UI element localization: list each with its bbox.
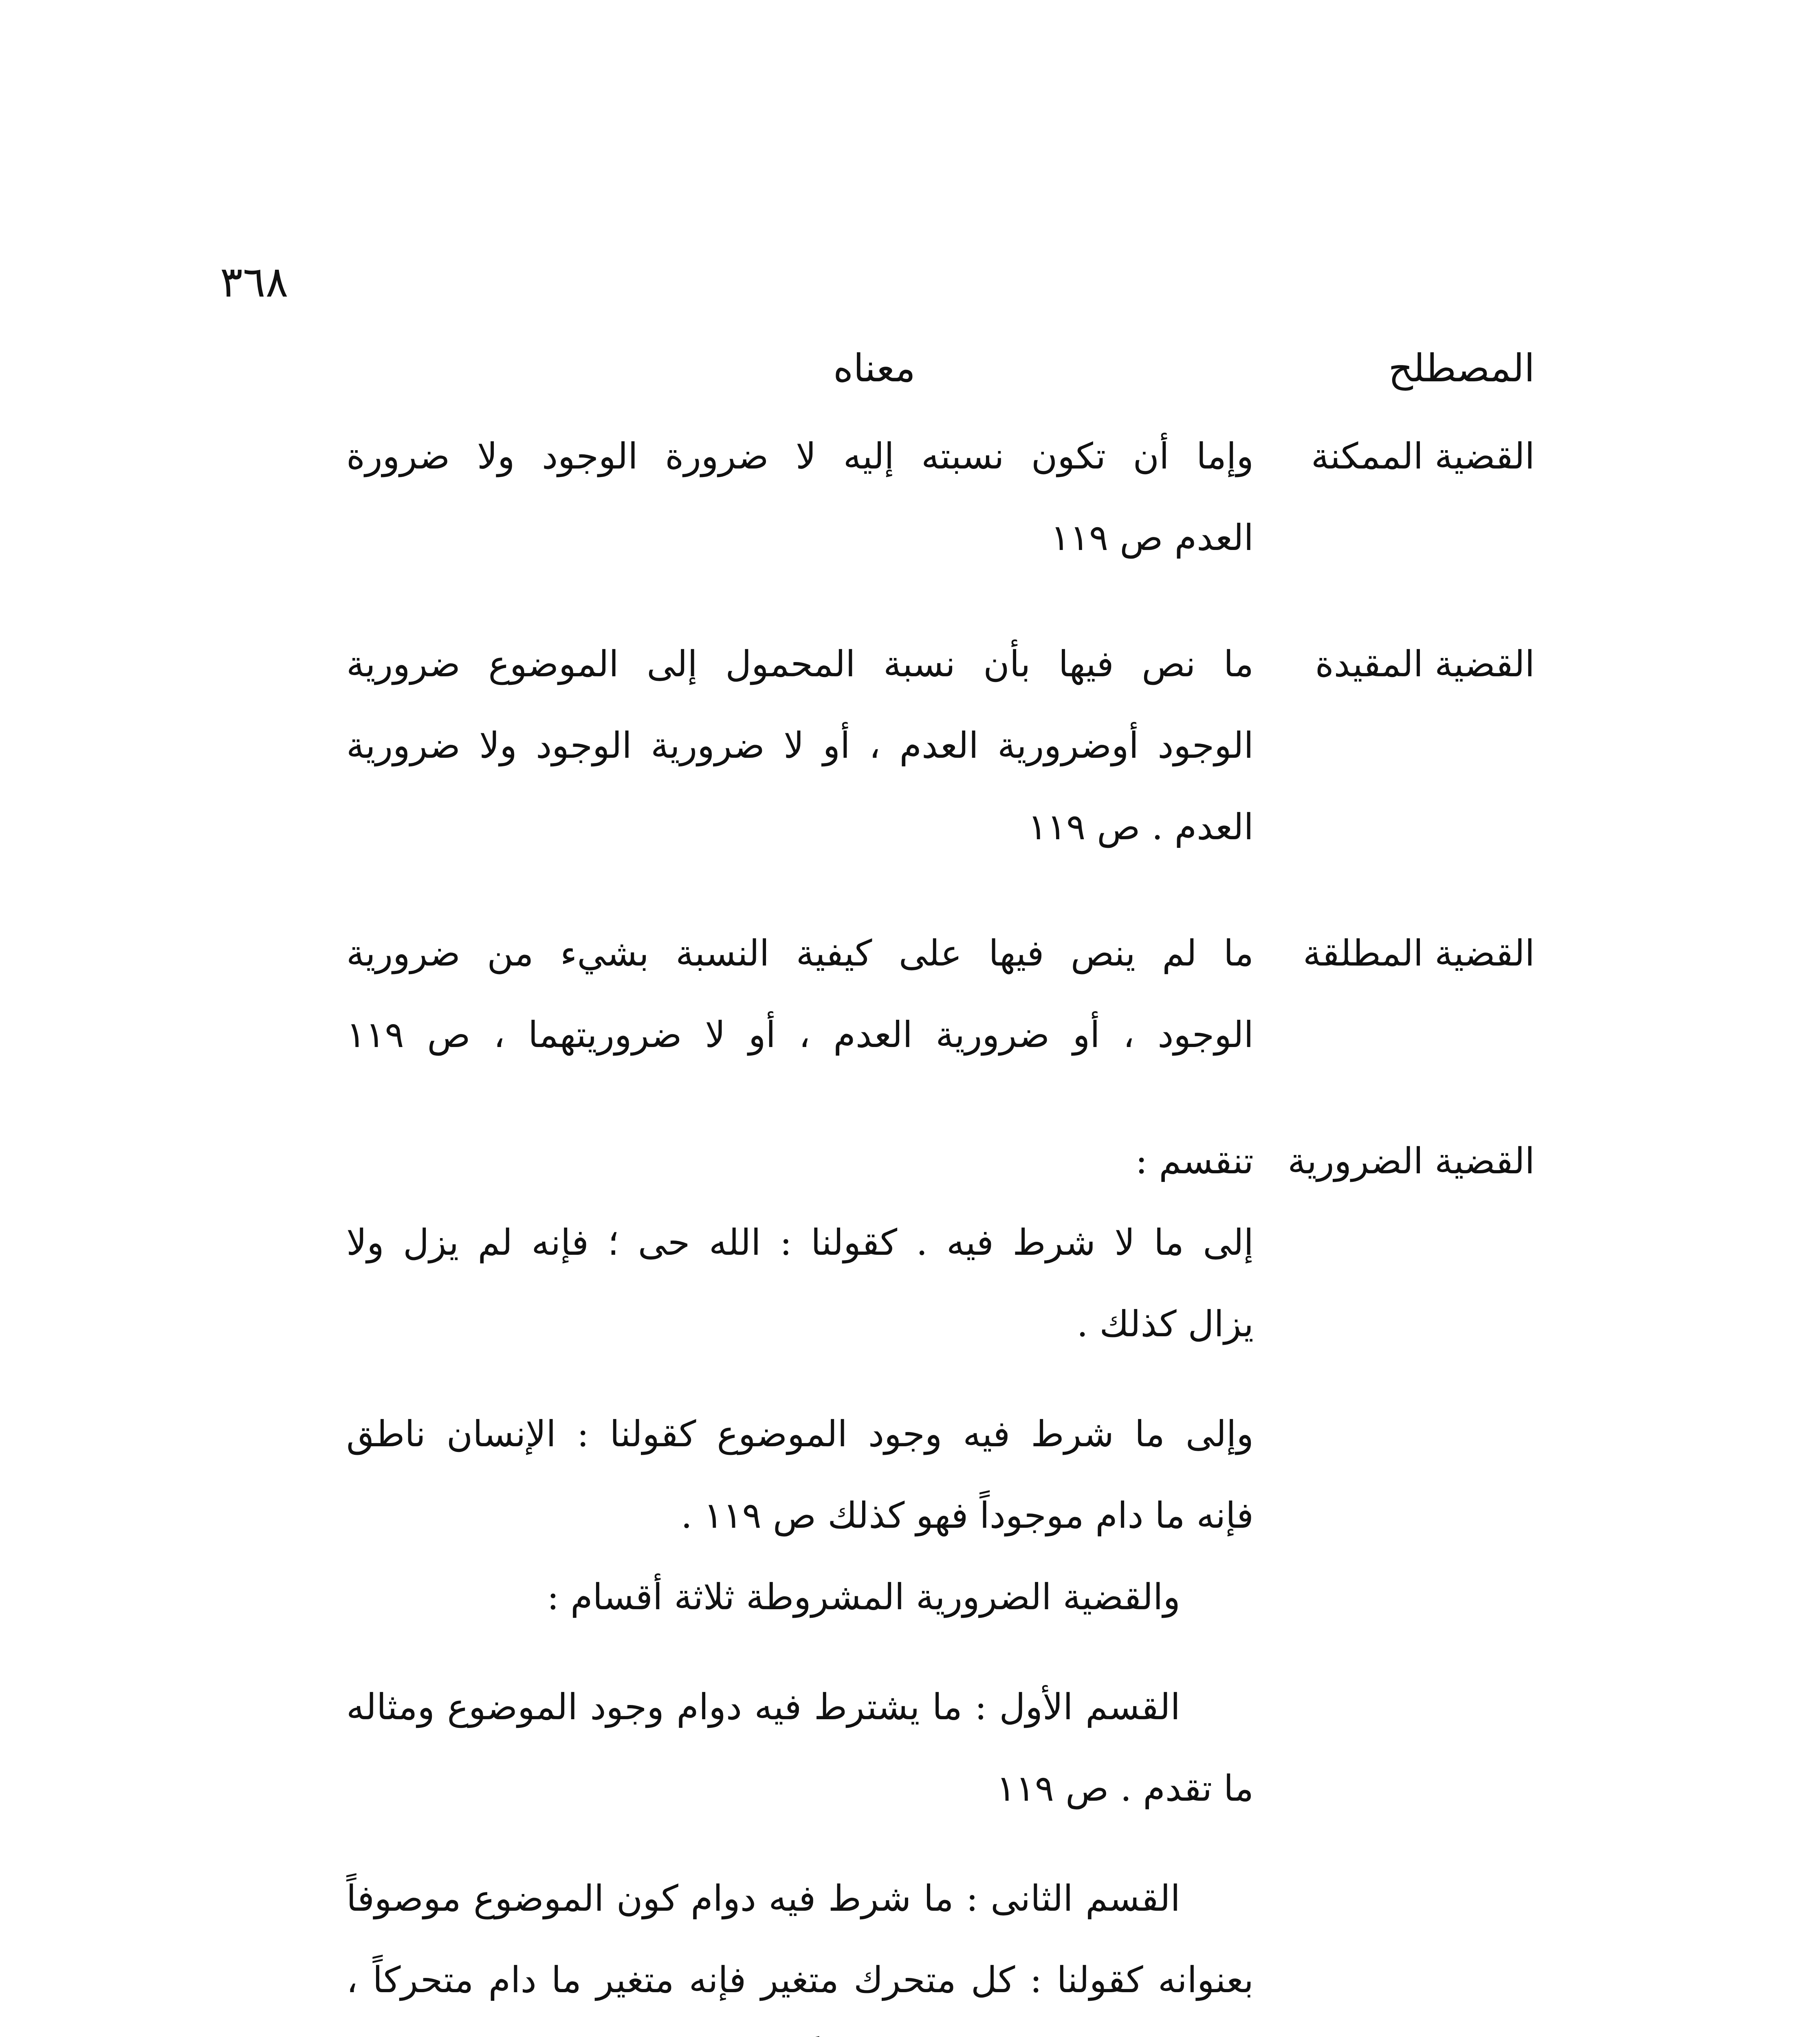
entry-daruriyya <box>0 1120 1820 2037</box>
page-number: ٣٦٨ <box>220 257 288 307</box>
definition-line: يزال كذلك . <box>1076 1303 1254 1345</box>
definition-line: إلى ما لا شرط فيه . كقولنا : الله حى ؛ فإنه لم يزل ولا <box>346 1221 1254 1263</box>
definition-line: فإنه ما دام موجوداً فهو كذلك ص ١١٩ . <box>681 1494 1254 1536</box>
header-meaning: معناه <box>833 346 916 391</box>
entry-term: القضية الضرورية <box>1287 1140 1535 1182</box>
entry-muqayyada <box>0 623 1820 868</box>
entry-definition <box>346 416 1254 579</box>
definition-line: وإما أن تكون نسبته إليه لا ضرورة الوجود ولا ضرورة <box>346 435 1254 477</box>
entry-mumkina <box>0 416 1820 579</box>
definition-line: والقضية الضرورية المشروطة ثلاثة أقسام : <box>547 1576 1180 1618</box>
entry-definition <box>346 913 1254 1076</box>
definition-line: ما تقدم . ص ١١٩ <box>996 1767 1254 1809</box>
glossary-entries <box>0 416 1820 2037</box>
definition-line: العدم . ص ١١٩ <box>1028 806 1254 848</box>
definition-line: القسم الثانى : ما شرط فيه دوام كون الموضوع موصوفاً <box>346 1877 1180 1919</box>
entry-definition <box>346 1120 1254 2037</box>
definition-line: تنقسم : <box>1135 1140 1254 1182</box>
entry-term: القضية الممكنة <box>1311 435 1535 477</box>
definition-line: الوجود ، أو ضرورية العدم ، أو لا ضروريتهما ، ص ١١٩ <box>346 1014 1254 1056</box>
definition-line: القسم الأول : ما يشترط فيه دوام وجود الموضوع ومثاله <box>346 1686 1180 1728</box>
entry-term: القضية المقيدة <box>1315 643 1535 685</box>
header-term: المصطلح <box>1388 346 1535 391</box>
definition-line: وإلى ما شرط فيه وجود الموضوع كقولنا : الإنسان ناطق <box>346 1413 1254 1455</box>
entry-mutlaqa <box>0 913 1820 1076</box>
definition-line: العدم ص ١١٩ <box>1050 517 1254 559</box>
definition-line <box>346 2021 1254 2037</box>
entry-term: القضية المطلقة <box>1303 932 1535 974</box>
definition-line: ما نص فيها بأن نسبة المحمول إلى الموضوع ضرورية <box>346 643 1254 685</box>
definition-line: بعنوانه كقولنا : كل متحرك متغير فإنه متغير ما دام متحركاً ، <box>346 1959 1254 2001</box>
definition-line: ما لم ينص فيها على كيفية النسبة بشيء من ضرورية <box>346 932 1254 974</box>
definition-line: الوجود أوضرورية العدم ، أو لا ضرورية الوجود ولا ضرورية <box>346 724 1254 766</box>
entry-definition <box>346 623 1254 868</box>
column-headers <box>0 346 1820 407</box>
